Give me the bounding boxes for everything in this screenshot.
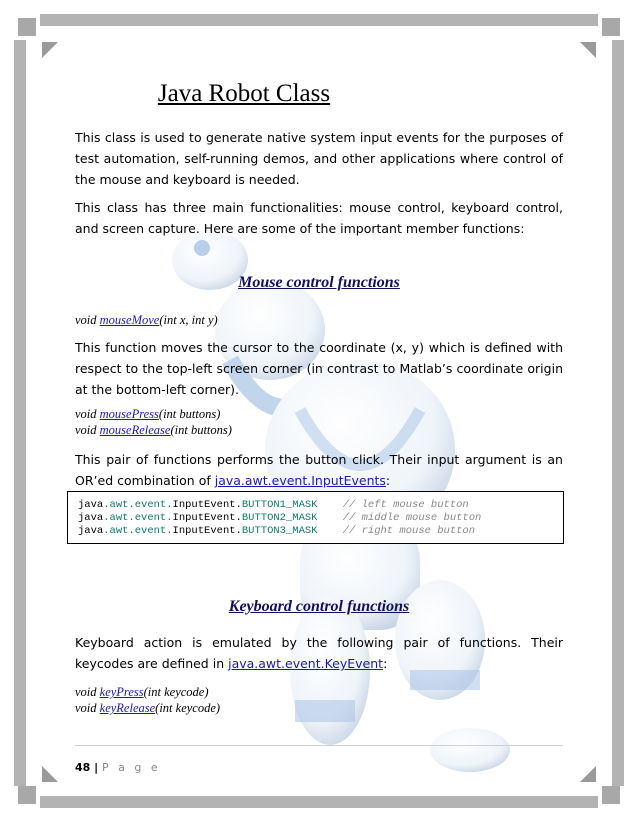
mouse-release-return-type: void bbox=[75, 423, 100, 437]
code-line bbox=[78, 499, 469, 511]
mouse-release-signature bbox=[75, 422, 232, 438]
border-left bbox=[14, 40, 26, 786]
page-number: 48 bbox=[75, 761, 91, 774]
keyboard-desc-colon: : bbox=[383, 656, 388, 671]
key-release-args: (int keycode) bbox=[155, 701, 221, 715]
key-release-link[interactable]: keyRelease bbox=[99, 701, 156, 715]
code-path: .awt.event. bbox=[103, 499, 173, 511]
code-class: InputEvent bbox=[172, 512, 236, 524]
key-press-args: (int keycode) bbox=[143, 685, 209, 699]
mouse-press-signature bbox=[75, 406, 220, 422]
code-dot: . bbox=[235, 525, 242, 537]
code-field: BUTTON1_MASK bbox=[241, 499, 318, 511]
corner-triangle-bottom-right bbox=[580, 766, 596, 782]
code-dot: . bbox=[235, 512, 242, 524]
code-path: .awt.event. bbox=[103, 512, 173, 524]
page-title-text: Java Robot Class bbox=[157, 80, 331, 107]
input-events-link[interactable]: java.awt.event.InputEvents bbox=[214, 473, 386, 488]
mouse-move-return-type: void bbox=[75, 313, 100, 327]
border-bottom bbox=[40, 796, 598, 808]
corner-ornament-top-right bbox=[602, 18, 620, 36]
intro-paragraph-2: This class has three main functionalities: mouse control, keyboard control, and screen capture. Here are some of the important member functions: bbox=[75, 200, 563, 236]
keyboard-description bbox=[75, 632, 563, 674]
mouse-press-return-type: void bbox=[75, 407, 100, 421]
border-right bbox=[612, 40, 624, 786]
mouse-release-args: (int buttons) bbox=[170, 423, 232, 437]
border-top bbox=[40, 14, 598, 26]
mouse-release-link[interactable]: mouseRelease bbox=[99, 423, 171, 437]
corner-triangle-top-right bbox=[580, 42, 596, 58]
page-title bbox=[0, 80, 488, 108]
mouse-move-signature bbox=[75, 312, 218, 328]
code-line bbox=[78, 512, 481, 524]
code-class: InputEvent bbox=[172, 525, 236, 537]
code-line bbox=[78, 525, 475, 537]
key-press-signature bbox=[75, 684, 209, 700]
footer-divider bbox=[75, 745, 563, 746]
mouse-press-link[interactable]: mousePress bbox=[99, 407, 159, 421]
code-comment: // left mouse button bbox=[342, 499, 469, 511]
key-release-signature bbox=[75, 700, 220, 716]
intro-paragraph-1: This class is used to generate native system input events for the purposes of test automation, self-running demos, and other applications where control of the mouse and keyboard is needed. bbox=[75, 130, 563, 187]
code-class: InputEvent bbox=[172, 499, 236, 511]
page-label: P a g e bbox=[102, 761, 161, 774]
mouse-move-description: This function moves the cursor to the coordinate (x, y) which is defined with respect to the top-left screen corner (in contrast to Matlab’s coordinate origin at the bottom-left corner). bbox=[75, 340, 563, 397]
key-release-return-type: void bbox=[75, 701, 100, 715]
code-field: BUTTON2_MASK bbox=[241, 512, 318, 524]
mouse-section-heading: Mouse control functions bbox=[238, 274, 400, 291]
button-pair-colon: : bbox=[385, 473, 391, 488]
code-comment: // right mouse button bbox=[342, 525, 476, 537]
keyboard-section-heading: Keyboard control functions bbox=[228, 598, 410, 615]
key-press-link[interactable]: keyPress bbox=[99, 685, 144, 699]
footer-separator: | bbox=[90, 761, 102, 774]
key-event-link[interactable]: java.awt.event.KeyEvent bbox=[228, 656, 384, 671]
mouse-move-args: (int x, int y) bbox=[159, 313, 218, 327]
code-package: java bbox=[78, 512, 104, 524]
code-comment: // middle mouse button bbox=[342, 512, 482, 524]
corner-triangle-top-left bbox=[42, 42, 58, 58]
mouse-move-link[interactable]: mouseMove bbox=[99, 313, 160, 327]
code-dot: . bbox=[235, 499, 242, 511]
corner-triangle-bottom-left bbox=[42, 766, 58, 782]
code-field: BUTTON3_MASK bbox=[241, 525, 318, 537]
corner-ornament-bottom-left bbox=[18, 786, 36, 804]
code-package: java bbox=[78, 525, 104, 537]
keyboard-desc-text: Keyboard action is emulated by the following pair of functions. Their keycodes are defined in bbox=[75, 635, 563, 671]
mouse-press-args: (int buttons) bbox=[158, 407, 221, 421]
page-footer bbox=[75, 761, 161, 774]
corner-ornament-top-left bbox=[18, 18, 36, 36]
button-pair-text: This pair of functions performs the button click. Their input argument is an OR’ed combination of bbox=[75, 452, 563, 488]
code-package: java bbox=[78, 499, 104, 511]
code-path: .awt.event. bbox=[103, 525, 173, 537]
key-press-return-type: void bbox=[75, 685, 100, 699]
corner-ornament-bottom-right bbox=[602, 786, 620, 804]
button-pair-description bbox=[75, 449, 563, 491]
code-block bbox=[67, 491, 564, 544]
